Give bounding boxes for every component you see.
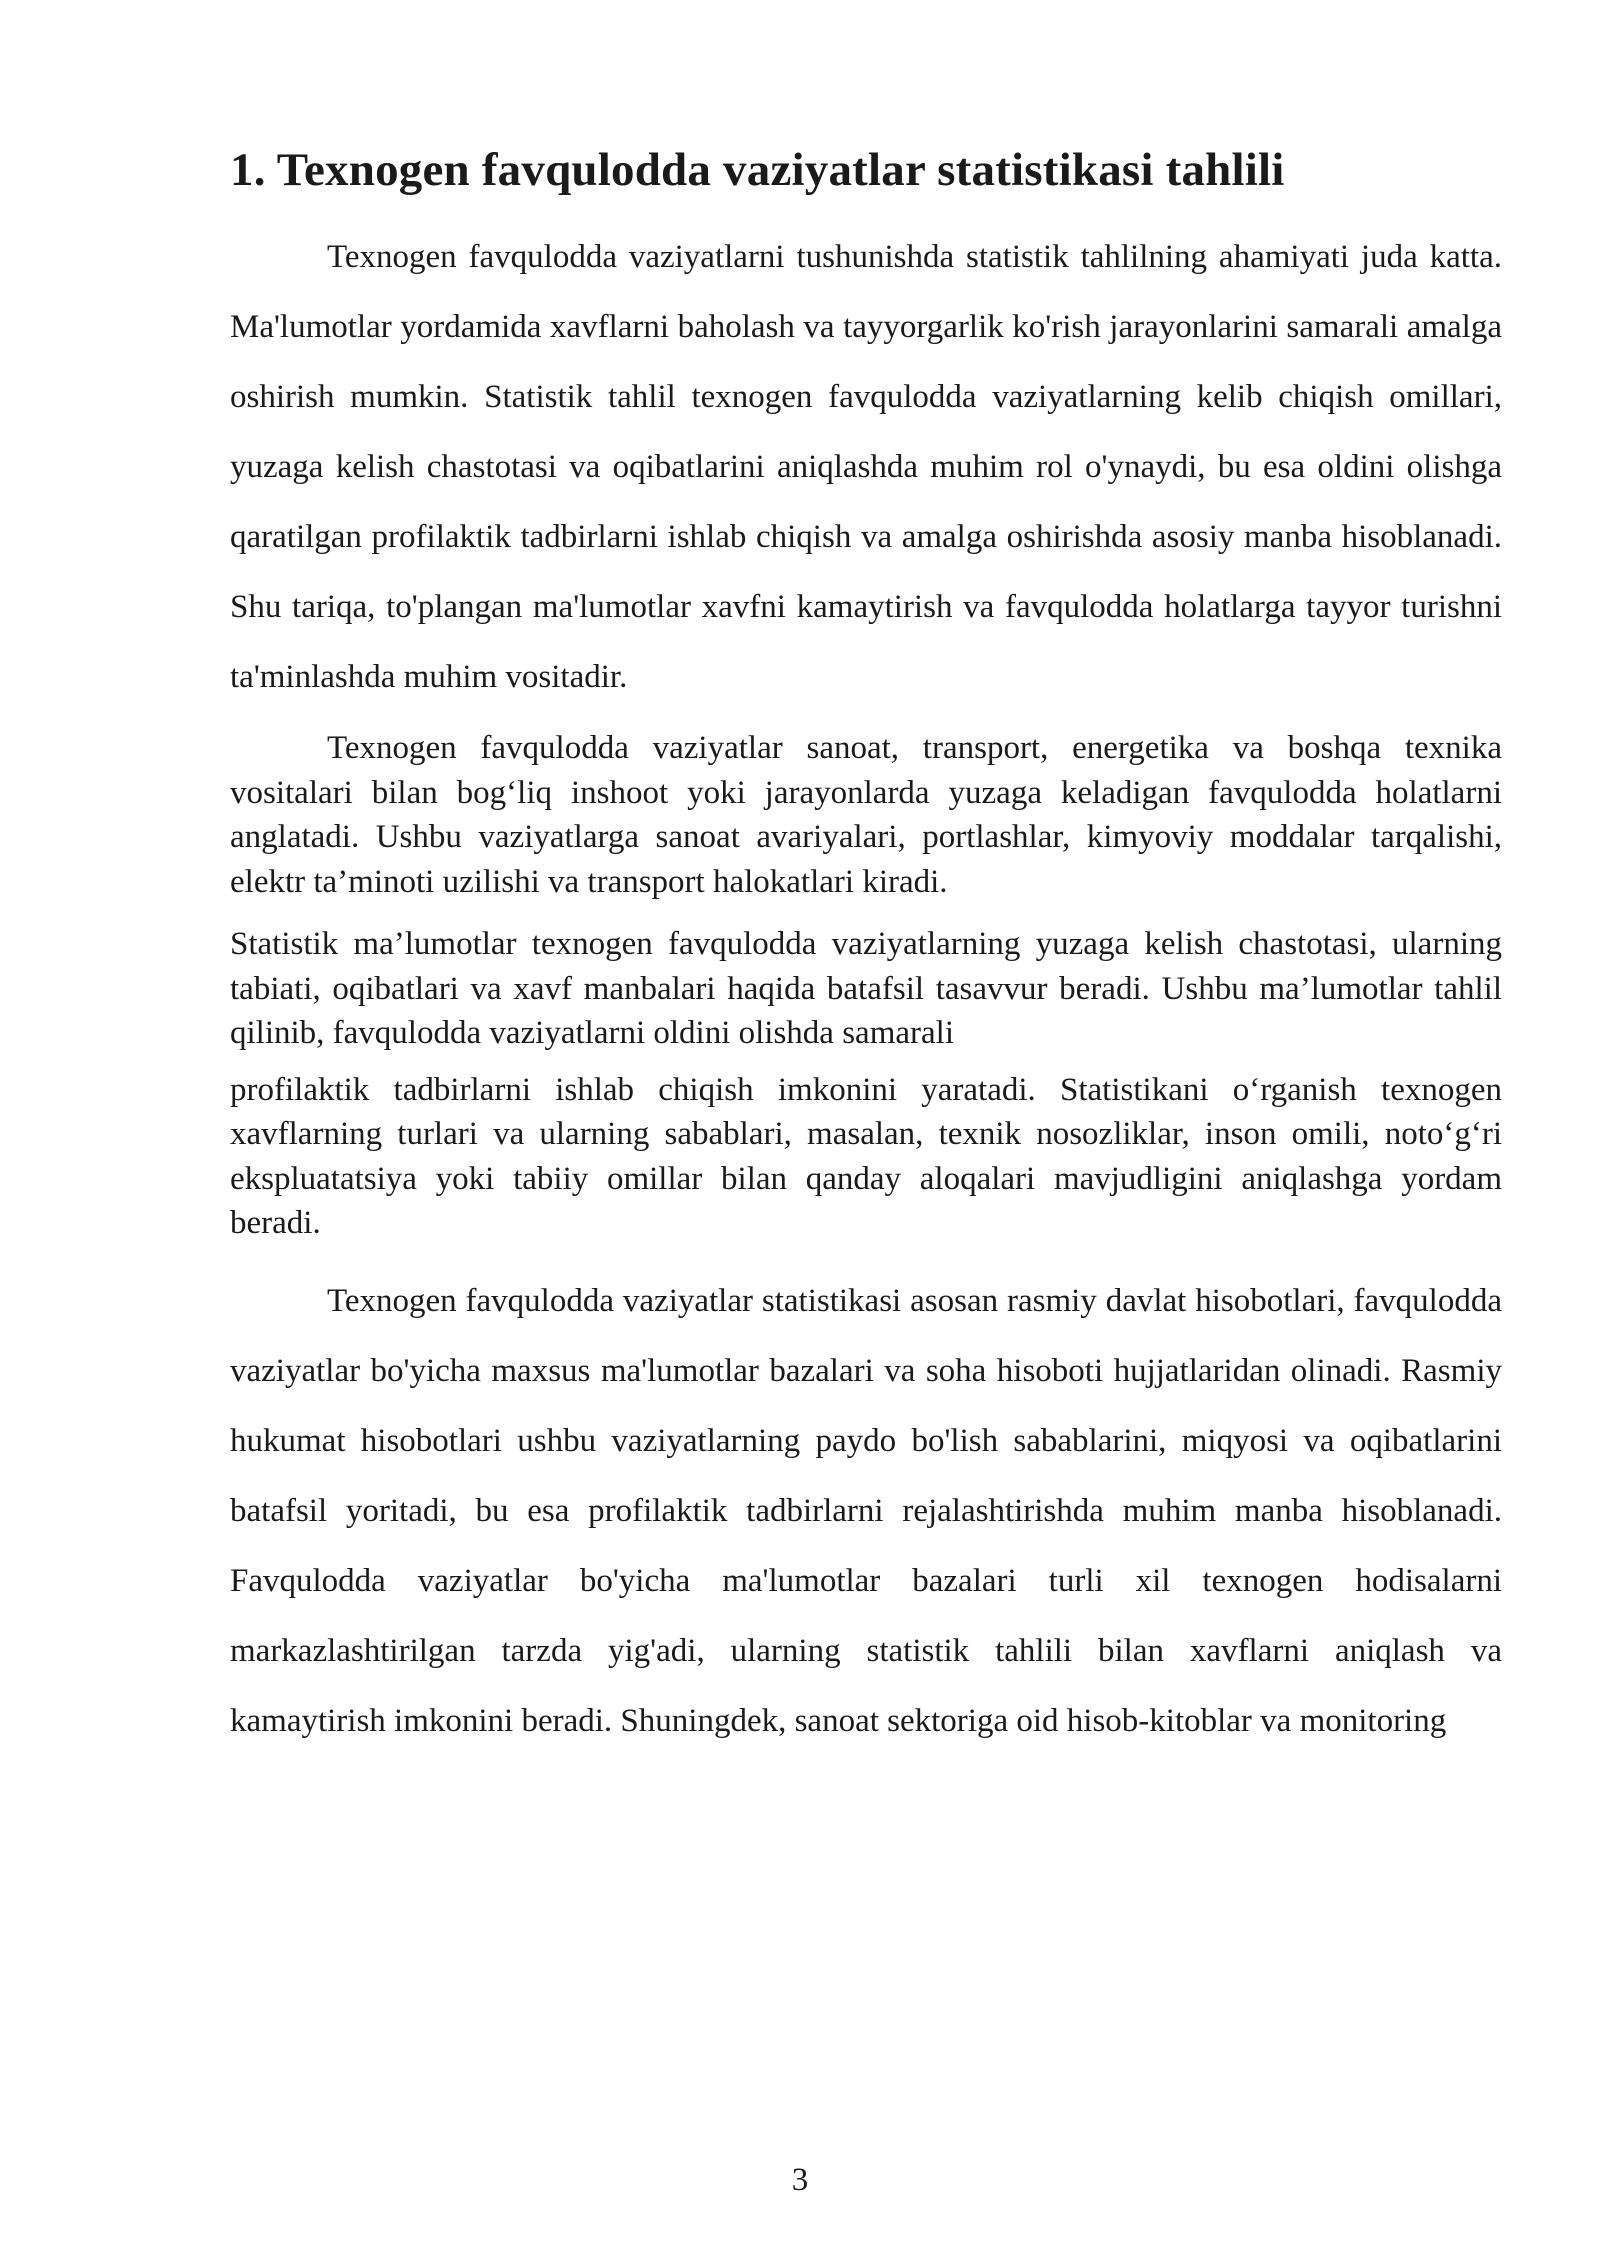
paragraph-1: Texnogen favqulodda vaziyatlarni tushunishda statistik tahlilning ahamiyati juda katta. Ma'lumotlar yordamida xavflarni baholash va tayyorgarlik ko'rish jarayonlarini samarali amalga oshirish mumkin. Statistik tahlil texnogen favqulodda vaziyatlarning kelib chiqish omillari, yuzaga kelish chastotasi va oqibatlarini aniqlashda muhim rol o'ynaydi, bu esa oldini olishga qaratilgan profilaktik tadbirlarni ishlab chiqish va amalga oshirishda asosiy manba hisoblanadi. Shu tariqa, to'plangan ma'lumotlar xavfni kamaytirish va favqulodda holatlarga tayyor turishni ta'minlashda muhim vositadir. bbox=[230, 239, 1502, 695]
page-content bbox=[230, 140, 1502, 1756]
paragraph-3: Statistik ma’lumotlar texnogen favqulodda vaziyatlarning yuzaga kelish chastotasi, ularning tabiati, oqibatlari va xavf manbalari haqida batafsil tasavvur beradi. Ushbu ma’lumotlar tahlil qilinib, favqulodda vaziyatlarni oldini olishda samarali bbox=[230, 926, 1502, 1051]
page-number: 3 bbox=[791, 2162, 809, 2198]
paragraph-4: profilaktik tadbirlarni ishlab chiqish imkonini yaratadi. Statistikani o‘rganish texnogen xavflarning turlari va ularning sabablari, masalan, texnik nosozliklar, inson omili, noto‘g‘ri ekspluatatsiya yoki tabiiy omillar bilan qanday aloqalari mavjudligini aniqlashga yordam beradi. bbox=[230, 1071, 1502, 1241]
paragraph-2: Texnogen favqulodda vaziyatlar sanoat, transport, energetika va boshqa texnika vositalari bilan bog‘liq inshoot yoki jarayonlarda yuzaga keladigan favqulodda holatlarni anglatadi. Ushbu vaziyatlarga sanoat avariyalari, portlashlar, kimyoviy moddalar tarqalishi, elektr ta’minoti uzilishi va transport halokatlari kiradi. bbox=[230, 730, 1502, 900]
section-heading: 1. Texnogen favqulodda vaziyatlar statistikasi tahlili bbox=[230, 144, 1285, 196]
paragraph-5: Texnogen favqulodda vaziyatlar statistikasi asosan rasmiy davlat hisobotlari, favqulodda vaziyatlar bo'yicha maxsus ma'lumotlar bazalari va soha hisoboti hujjatlaridan olinadi. Rasmiy hukumat hisobotlari ushbu vaziyatlarning paydo bo'lish sabablarini, miqyosi va oqibatlarini batafsil yoritadi, bu esa profilaktik tadbirlarni rejalashtirishda muhim manba hisoblanadi. Favqulodda vaziyatlar bo'yicha ma'lumotlar bazalari turli xil texnogen hodisalarni markazlashtirilgan tarzda yig'adi, ularning statistik tahlili bilan xavflarni aniqlash va kamaytirish imkonini beradi. Shuningdek, sanoat sektoriga oid hisob-kitoblar va monitoring bbox=[230, 1282, 1502, 1739]
